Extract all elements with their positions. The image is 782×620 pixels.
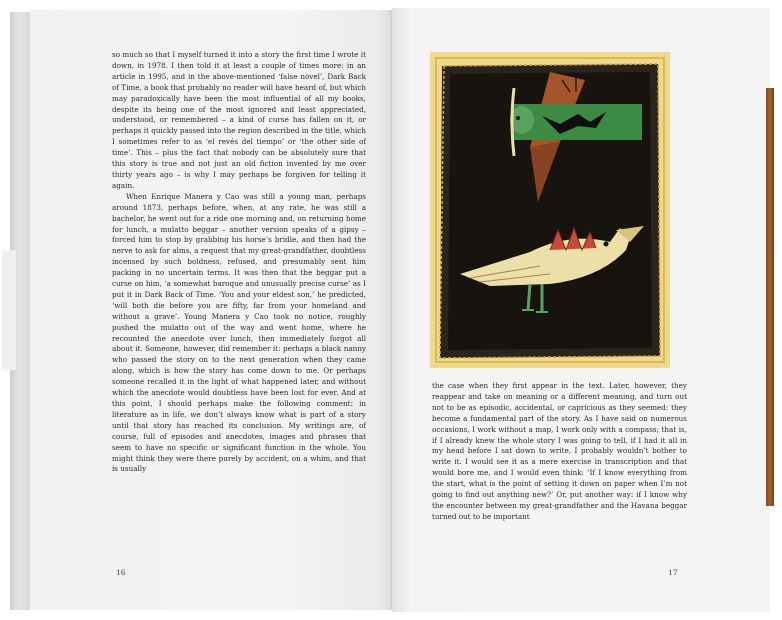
cover-edge-right xyxy=(766,88,774,506)
artwork-painting xyxy=(430,52,670,368)
left-paragraph-1: so much so that I myself turned it into a story the first time I wrote it down, in 1978. I then told it at least a couple of times more: in an article in 1995, and in the above-mentioned ‘false novel’, Dark Back of Time, a book that probably no reader will have heard of, but which may paradoxically have been the most influential of all my books, despite its being one of the most ignored and least appreciated, understood, or remembered – a kind of curse has fallen on it, or perhaps it quickly passed into the region described in the title, which I sometimes refer to as ‘el revés del tiempo’ or ‘the other side of time’. This – plus the fact that nobody can be absolutely sure that this story is true and not just an old fiction invented by me over thirty years ago – is why I may perhaps be forgiven for telling it again. xyxy=(112,50,366,190)
page-number-left: 16 xyxy=(116,568,126,577)
right-page-body xyxy=(432,381,687,523)
page-fore-edge-left xyxy=(2,250,16,370)
artwork-illustration xyxy=(430,52,670,368)
page-number-right: 17 xyxy=(668,568,678,577)
left-page-body xyxy=(112,50,366,475)
left-paragraph-2: When Enrique Manera y Cao was still a young man, perhaps around 1873, perhaps before, when, at any rate, he was still a bachelor, he went out for a ride one morning and, on returning home for lunch, a mulatto beggar – another version speaks of a gipsy – forced him to stop by grabbing his horse’s bridle, and then had the nerve to ask for alms, a request that my great-grandfather, doubtless incensed by such boldness, refused, and presumably sent him packing in no uncertain terms. It was then that the beggar put a curse on him, ‘a somewhat baroque and unusually precise curse’ as I put it in Dark Back of Time. ‘You and your eldest son,’ he predicted, ‘will both die before you are fifty, far from your homeland and without a grave’. Young Manera y Cao took no notice, roughly pushed the mulatto out of the way and went home, where he recounted the anecdote over lunch, then immediately forgot all about it. Someone, however, did remember it: perhaps a black nanny who passed the story on to the next generation when they came along, which is how the story has come down to me. Or perhaps someone recalled it in the light of what happened later, and without which the anecdote would doubtless have been lost for ever. And at this point, I should perhaps make the following comment: in literature as in life, we don’t always know what is part of a story until that story has reached its conclusion. My writings are, of course, full of episodes and anecdotes, images and phrases that seem to have no specific or significant function in the whole. You might think they were there purely by accident, on a whim, and that is usually xyxy=(112,191,366,474)
right-paragraph-1: the case when they first appear in the text. Later, however, they reappear and take on meaning or a different meaning, and turn out not to be as episodic, accidental, or capricious as they seemed: they become a fundamental part of the story. As I have said on numerous occasions, I work without a map, I work only with a compass; that is, if I already knew the whole story I was going to tell, if I had it all in my head before I sat down to write, I probably wouldn’t bother to write it. I would see it as a mere exercise in transcription and that would bore me, and I would even think: ‘If I know everything from the start, what is the point of setting it down on paper when I’m not going to find out anything new?’ Or, put another way: if I know why the encounter between my great-grandfather and the Havana beggar turned out to be important xyxy=(432,381,687,521)
